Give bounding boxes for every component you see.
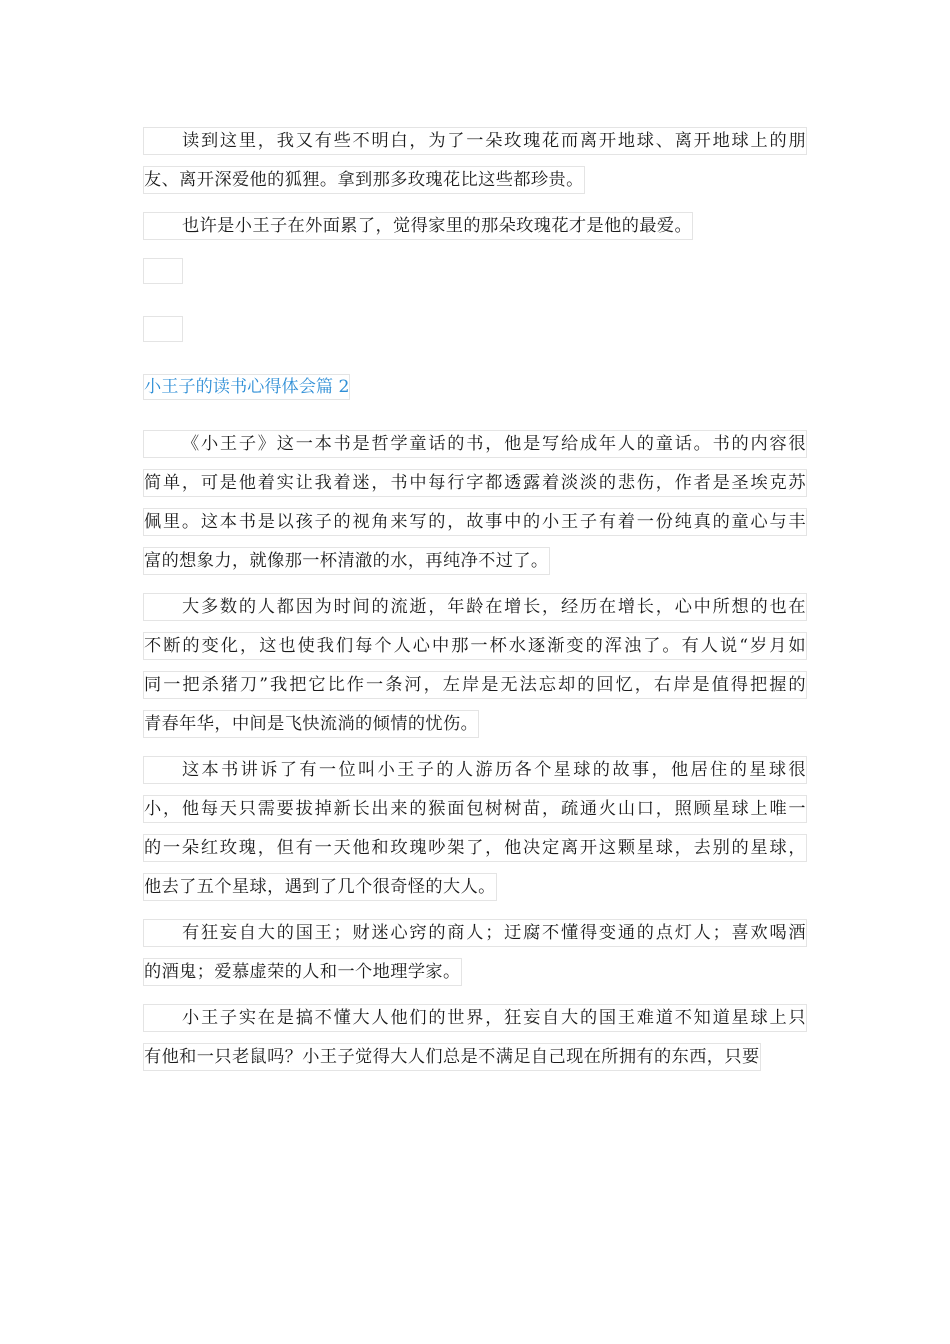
- paragraph-line: 不断的变化，这也使我们每个人心中那一杯水逐渐变的浑浊了。有人说“岁月如: [143, 632, 807, 660]
- paragraphs-after-heading: [143, 430, 809, 1071]
- paragraph-line: 简单，可是他着实让我着迷，书中每行字都透露着淡淡的悲伤，作者是圣埃克苏: [143, 469, 807, 497]
- paragraph-line: 这本书讲诉了有一位叫小王子的人游历各个星球的故事，他居住的星球很: [143, 756, 807, 784]
- document-page: [143, 127, 809, 1089]
- paragraph-line: 大多数的人都因为时间的流逝，年龄在增长，经历在增长，心中所想的也在: [143, 593, 807, 621]
- paragraph-line: 他去了五个星球，遇到了几个很奇怪的大人。: [143, 873, 497, 901]
- paragraph-line: 佩里。这本书是以孩子的视角来写的，故事中的小王子有着一份纯真的童心与丰: [143, 508, 807, 536]
- paragraph: [143, 430, 809, 575]
- paragraph-line: 青春年华，中间是飞快流淌的倾情的忧伤。: [143, 710, 479, 738]
- paragraph-line: 的一朵红玫瑰，但有一天他和玫瑰吵架了，他决定离开这颗星球，去别的星球，: [143, 834, 807, 862]
- empty-paragraph: [143, 258, 183, 284]
- paragraph: [143, 127, 809, 194]
- paragraph-line: 富的想象力，就像那一杯清澈的水，再纯净不过了。: [143, 547, 550, 575]
- paragraph-line: 小，他每天只需要拔掉新长出来的猴面包树树苗，疏通火山口，照顾星球上唯一: [143, 795, 807, 823]
- paragraph-line: 同一把杀猪刀”我把它比作一条河，左岸是无法忘却的回忆，右岸是值得把握的: [143, 671, 807, 699]
- paragraph: [143, 756, 809, 901]
- paragraphs-before-heading: [143, 127, 809, 240]
- paragraph: [143, 212, 809, 240]
- paragraph-line: 的酒鬼；爱慕虚荣的人和一个地理学家。: [143, 958, 462, 986]
- paragraph-line: 也许是小王子在外面累了，觉得家里的那朵玫瑰花才是他的最爱。: [143, 212, 693, 240]
- paragraph: [143, 593, 809, 738]
- paragraph-line: 有他和一只老鼠吗？小王子觉得大人们总是不满足自己现在所拥有的东西，只要: [143, 1043, 761, 1071]
- section-heading: 小王子的读书心得体会篇 2: [143, 374, 350, 400]
- paragraph-line: 小王子实在是搞不懂大人他们的世界，狂妄自大的国王难道不知道星球上只: [143, 1004, 807, 1032]
- paragraph-line: 读到这里，我又有些不明白，为了一朵玫瑰花而离开地球、离开地球上的朋: [143, 127, 807, 155]
- empty-paragraph: [143, 316, 183, 342]
- paragraph: [143, 1004, 809, 1071]
- paragraph-line: 《小王子》这一本书是哲学童话的书，他是写给成年人的童话。书的内容很: [143, 430, 807, 458]
- paragraph-line: 有狂妄自大的国王；财迷心窍的商人；迂腐不懂得变通的点灯人；喜欢喝酒: [143, 919, 807, 947]
- paragraph: [143, 919, 809, 986]
- paragraph-line: 友、离开深爱他的狐狸。拿到那多玫瑰花比这些都珍贵。: [143, 166, 585, 194]
